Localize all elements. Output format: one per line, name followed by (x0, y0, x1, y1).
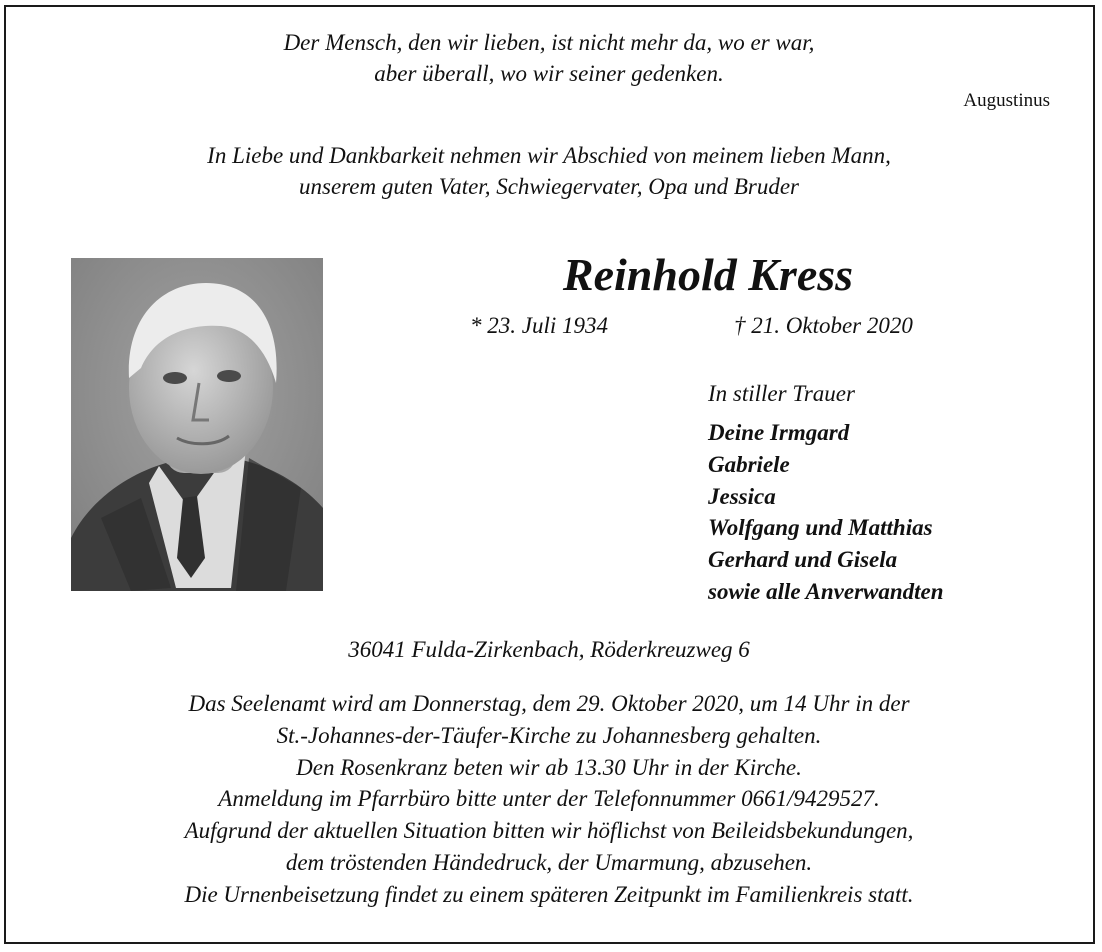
portrait-photo (71, 258, 323, 591)
mourner-name: Gerhard und Gisela (708, 547, 898, 573)
mourner-name: Jessica (708, 483, 776, 509)
intro-line: unserem guten Vater, Schwiegervater, Opa und Bruder (299, 174, 799, 199)
deceased-name: Reinhold Kress (562, 249, 854, 300)
quote-line: Der Mensch, den wir lieben, ist nicht mehr da, wo er war, (283, 30, 815, 55)
portrait-image (71, 258, 323, 591)
intro-line: In Liebe und Dankbarkeit nehmen wir Abschied von meinem lieben Mann, (207, 143, 891, 168)
death-date: † 21. Oktober 2020 (734, 313, 913, 338)
birth-date: * 23. Juli 1934 (470, 313, 608, 338)
details-line: Die Urnenbeisetzung findet zu einem späteren Zeitpunkt im Familienkreis statt. (184, 881, 914, 907)
quote-author: Augustinus (963, 90, 1050, 111)
details-line: Das Seelenamt wird am Donnerstag, dem 29. Oktober 2020, um 14 Uhr in der (188, 691, 910, 716)
mourner-name: Deine Irmgard (708, 420, 850, 445)
mourner-name: sowie alle Anverwandten (708, 578, 944, 604)
service-details (0, 688, 1098, 911)
quote-line: aber überall, wo wir seiner gedenken. (374, 61, 724, 86)
mourner-name: Gabriele (708, 451, 790, 477)
family-address: 36041 Fulda-Zirkenbach, Röderkreuzweg 6 (348, 637, 750, 662)
details-line: Den Rosenkranz beten wir ab 13.30 Uhr in der Kirche. (296, 754, 802, 780)
details-line: Aufgrund der aktuellen Situation bitten wir höflichst von Beileidsbekundungen, (184, 818, 914, 844)
details-line: St.-Johannes-der-Täufer-Kirche zu Johannesberg gehalten. (276, 722, 822, 748)
mourners-list (708, 417, 944, 608)
details-line: dem tröstenden Händedruck, der Umarmung, abzusehen. (285, 849, 813, 875)
mourning-heading: In stiller Trauer (708, 381, 855, 406)
intro-text (0, 140, 1098, 202)
details-line: Anmeldung im Pfarrbüro bitte unter der Telefonnummer 0661/9429527. (218, 786, 880, 812)
quote (0, 27, 1098, 89)
mourner-name: Wolfgang und Matthias (708, 515, 933, 541)
